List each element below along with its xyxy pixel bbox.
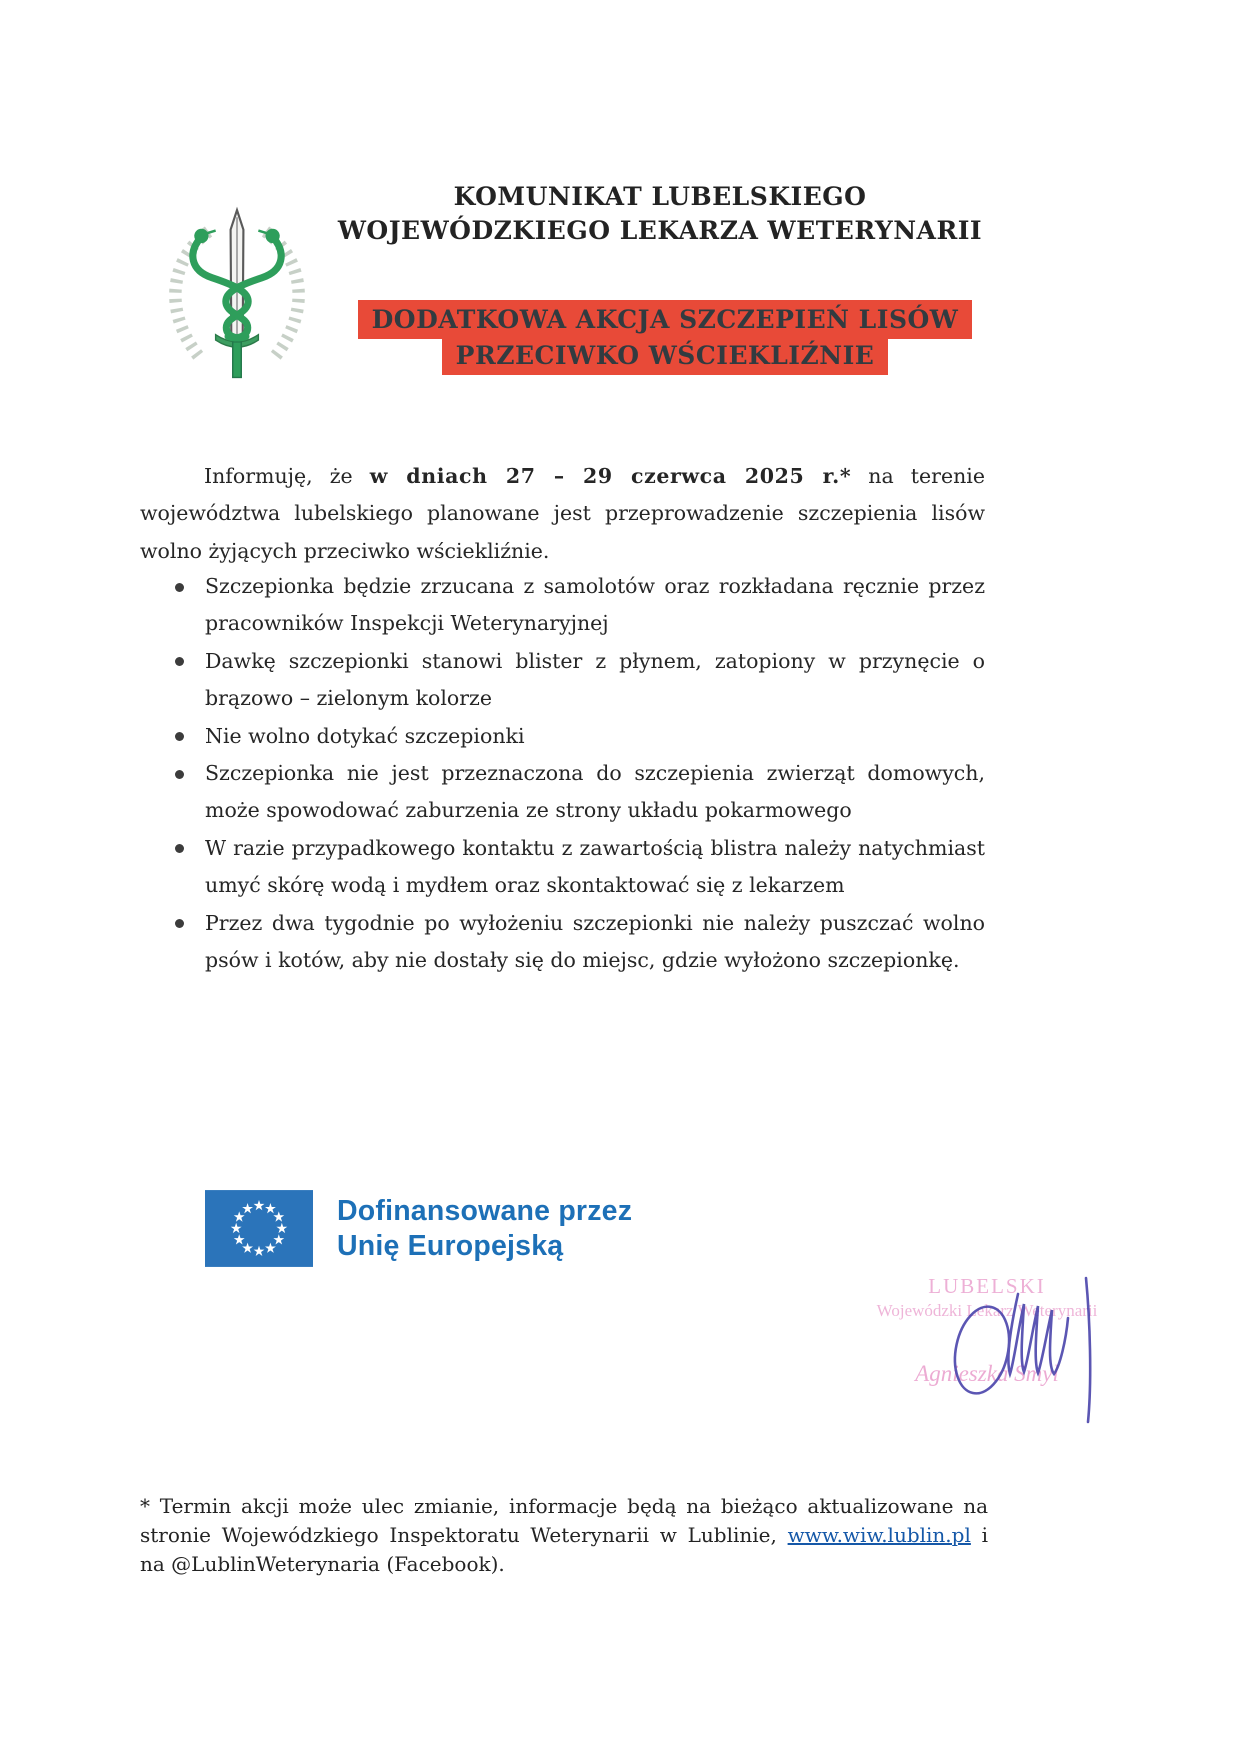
banner-line-2: PRZECIWKO WŚCIEKLIŹNIE xyxy=(442,339,889,375)
bullet-text: Przez dwa tygodnie po wyłożeniu szczepionki nie należy puszczać wolno psów i kotów, aby nie dostały się do miejsc, gdzie wyłożono szczepionkę. xyxy=(205,910,985,973)
info-bullet-list xyxy=(168,568,985,979)
intro-dates-bold: w dniach 27 – 29 czerwca 2025 r.* xyxy=(369,464,852,488)
stamp-title-text: Wojewódzki Lekarz Weterynarii xyxy=(876,1301,1098,1320)
eu-caption-line-1: Dofinansowane przez xyxy=(337,1194,633,1227)
bullet-text: W razie przypadkowego kontaktu z zawartością blistra należy natychmiast umyć skórę wodą i mydłem oraz skontaktować się z lekarzem xyxy=(205,835,985,898)
wiw-lublin-link[interactable]: www.wiw.lublin.pl xyxy=(787,1523,971,1547)
footnote-text-end: i na @LublinWeterynaria (Facebook). xyxy=(140,1523,988,1576)
intro-text-start: Informuję, że xyxy=(204,464,370,488)
list-item xyxy=(168,718,985,755)
stamp-name-text: Agnieszka Smyl xyxy=(915,1361,1059,1386)
list-item xyxy=(168,755,985,830)
bullet-text: Szczepionka nie jest przeznaczona do szczepienia zwierząt domowych, może spowodować zaburzenia ze strony układu pokarmowego xyxy=(205,761,985,823)
footnote-text-start: * Termin akcji może ulec zmianie, informacje będą na bieżąco aktualizowane na stronie Wojewódzkiego Inspektoratu Weterynarii w Lublinie, xyxy=(140,1494,988,1547)
bullet-text: Szczepionka będzie zrzucana z samolotów oraz rozkładana ręcznie przez pracowników Inspekcji Weterynaryjnej xyxy=(205,574,985,636)
intro-paragraph xyxy=(140,458,985,570)
caduceus-icon xyxy=(148,202,326,382)
list-item xyxy=(168,568,985,643)
banner-line-1: DODATKOWA AKCJA SZCZEPIEŃ LISÓW xyxy=(358,300,973,339)
title-line-2: WOJEWÓDZKIEGO LEKARZA WETERYNARII xyxy=(337,216,983,245)
list-item xyxy=(168,905,985,980)
page-title xyxy=(320,180,1000,248)
stamp-region-text: LUBELSKI xyxy=(928,1274,1046,1298)
signature-ink xyxy=(940,1270,1110,1430)
list-item xyxy=(168,830,985,905)
title-line-1: KOMUNIKAT LUBELSKIEGO xyxy=(453,182,867,211)
bullet-text: Dawkę szczepionki stanowi blister z płynem, zatopiony w przynęcie o brązowo – zielonym kolorze xyxy=(205,648,985,711)
eu-caption-line-2: Unię Europejską xyxy=(337,1229,564,1262)
eu-flag-icon xyxy=(205,1190,313,1267)
footnote xyxy=(140,1492,988,1579)
veterinary-caduceus-logo xyxy=(148,202,326,382)
intro-text-end: na terenie województwa lubelskiego planowane jest przeprowadzenie szczepienia lisów wolno żyjących przeciwko wściekliźnie. xyxy=(140,464,985,563)
eu-funding-block xyxy=(205,1190,632,1267)
bullet-text: Nie wolno dotykać szczepionki xyxy=(205,723,525,748)
alert-banner xyxy=(320,300,1010,375)
eu-funding-caption xyxy=(337,1194,632,1264)
list-item xyxy=(168,643,985,718)
